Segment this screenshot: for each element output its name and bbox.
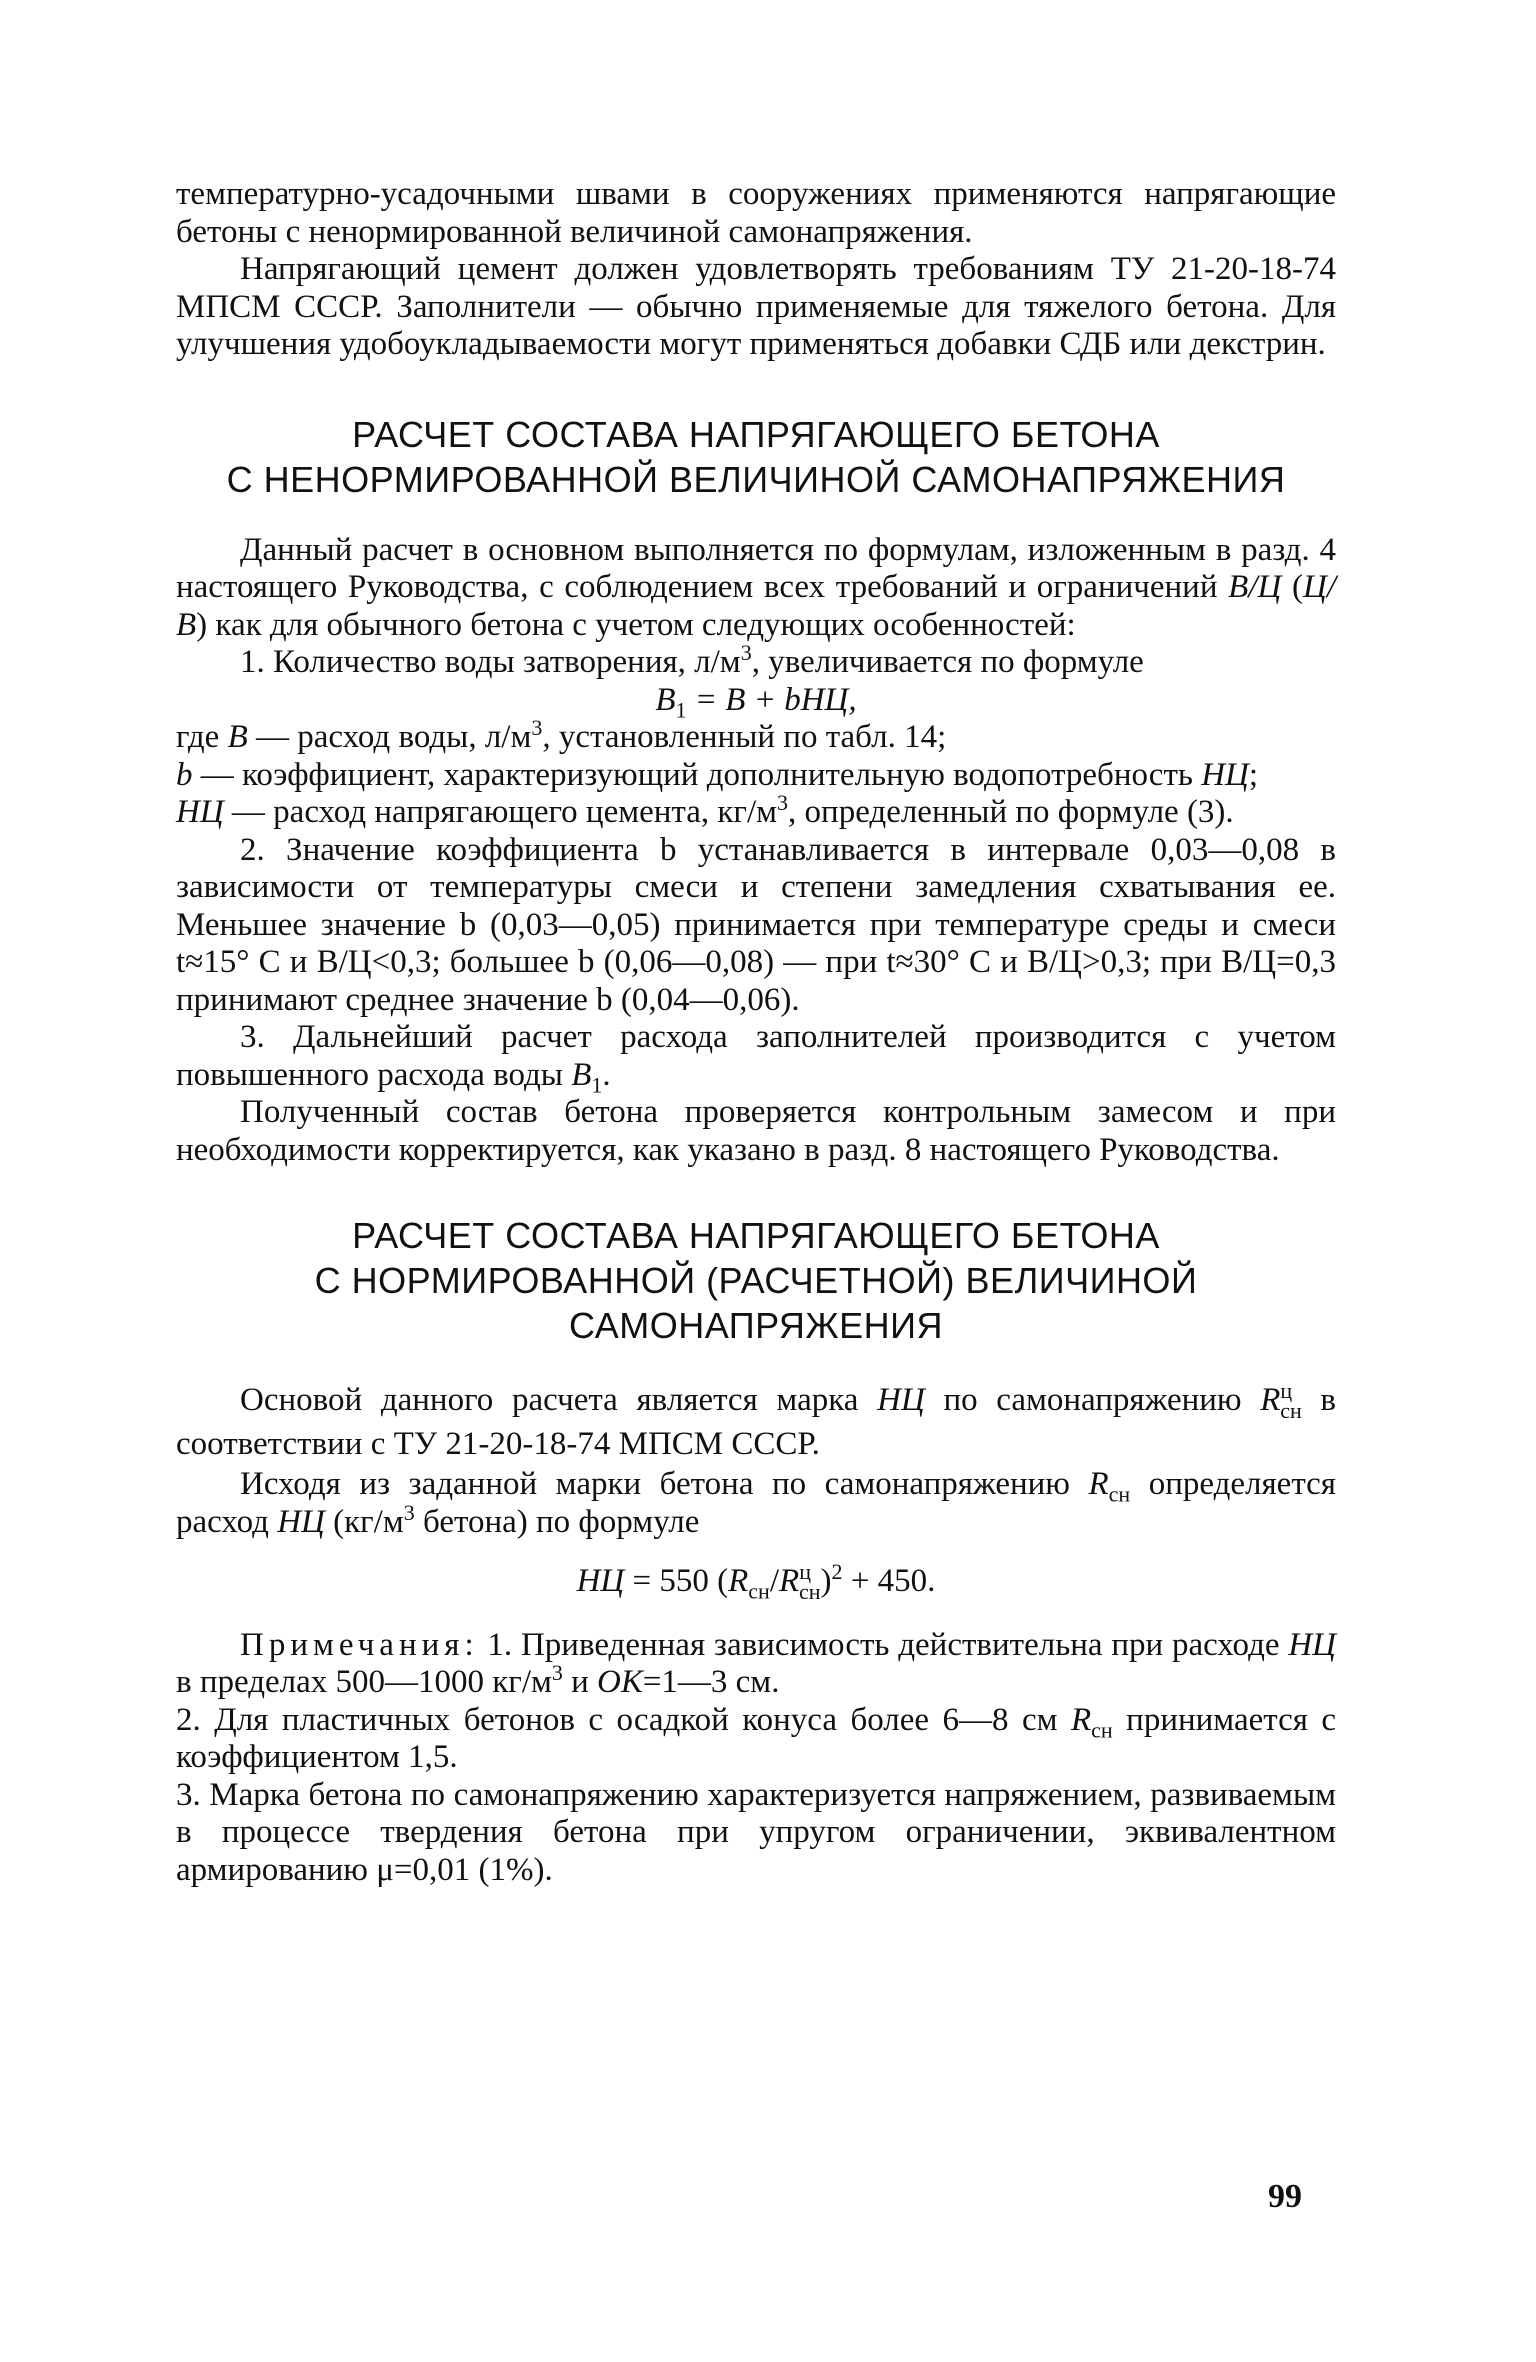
formula-cement: НЦ = 550 $(R_{сн}/R^ц_{сн})^2 + 450$. — [576, 1559, 936, 1604]
section-heading-1-line-1: РАСЧЕТ СОСТАВА НАПРЯГАЮЩЕГО БЕТОНА — [352, 413, 1160, 455]
paragraph-intro-continued: температурно-усадочными швами в сооружениях применяются напрягающие бетоны с ненормированной величиной самонапряжения. — [176, 176, 1336, 250]
list-item-3: 3. Дальнейший расчет расхода заполнителей производится с учетом повышенного расхода воды $В_1$. — [176, 1019, 1336, 1098]
page-number: 99 — [1268, 2178, 1302, 2215]
list-item-2: 2. Значение коэффициента b устанавливается в интервале 0,03—0,08 в зависимости от температуры смеси и степени замедления схватывания ее. Меньшее значение b (0,03—0,05) принимается при температуре среды и смеси t≈15° С и В/Ц<0,3; большее b (0,06—0,08) — при t≈30° С и В/Ц>0,3; при В/Ц=0,3 принимают среднее значение b (0,04—0,06). — [176, 831, 1336, 1018]
paragraph-mix-check: Полученный состав бетона проверяется контрольным замесом и при необходимости корректируется, как указано в разд. 8 настоящего Руководства. — [176, 1094, 1336, 1168]
paragraph-calculation-basis: Данный расчет в основном выполняется по формулам, изложенным в разд. 4 настоящего Руководства, с соблюдением всех требований и ограничений В/Ц (Ц/В) как для обычного бетона с учетом следующих особенностей: — [176, 531, 1336, 643]
definition-coefficient: b — коэффициент, характеризующий дополнительную водопотребность НЦ; — [176, 756, 1259, 793]
note-1: Примечания: 1. Приведенная зависимость действительна при расходе НЦ в пределах 500—1000 $кг/м^3$ и ОК=1—3 см. — [176, 1626, 1336, 1700]
definition-cement: НЦ — расход напрягающего цемента, $кг/м^3$, определенный по формуле (3). — [176, 790, 1234, 830]
section-heading-1-line-2: С НЕНОРМИРОВАННОЙ ВЕЛИЧИНОЙ САМОНАПРЯЖЕНИЯ — [226, 458, 1286, 500]
section-heading-2-line-2: С НОРМИРОВАННОЙ (РАСЧЕТНОЙ) ВЕЛИЧИНОЙ — [314, 1260, 1198, 1301]
page-body — [176, 176, 1336, 1889]
paragraph-cement-requirements: Напрягающий цемент должен удовлетворять требованиям ТУ 21-20-18-74 МПСМ СССР. Заполнители — обычно применяемые для тяжелого бетона. Для улучшения удобоукладываемости могут применяться добавки СДБ или декстрин. — [176, 251, 1336, 362]
formula-water: $В_1 = В$ + bНЦ, — [655, 681, 857, 723]
paragraph-cement-consumption: Исходя из заданной марки бетона по самонапряжению $R_{сн}$ определяется расход НЦ ($кг/м^3$ бетона) по формуле — [176, 1466, 1336, 1540]
definition-water: где В — расход воды, $л/м^3$, установленный по табл. 14; — [176, 715, 947, 755]
note-3: 3. Марка бетона по самонапряжению характеризуется напряжением, развиваемым в процессе твердения бетона при упругом ограничении, эквивалентном армированию μ=0,01 (1%). — [176, 1776, 1336, 1888]
section-heading-2-line-3: САМОНАПРЯЖЕНИЯ — [568, 1305, 944, 1346]
list-item-1: 1. Количество воды затворения, $л/м^3$, увеличивается по формуле — [240, 640, 1144, 680]
paragraph-calculation-grade: Основой данного расчета является марка НЦ по самонапряжению $R^ц_{сн}$ в соответствии с ТУ 21-20-18-74 МПСМ СССР. — [176, 1378, 1337, 1462]
notes-label: Примечания: — [240, 1626, 479, 1663]
section-heading-2-line-1: РАСЧЕТ СОСТАВА НАПРЯГАЮЩЕГО БЕТОНА — [352, 1215, 1160, 1256]
note-2: 2. Для пластичных бетонов с осадкой конуса более 6—8 см $R_{сн}$ принимается с коэффициентом 1,5. — [176, 1701, 1337, 1775]
